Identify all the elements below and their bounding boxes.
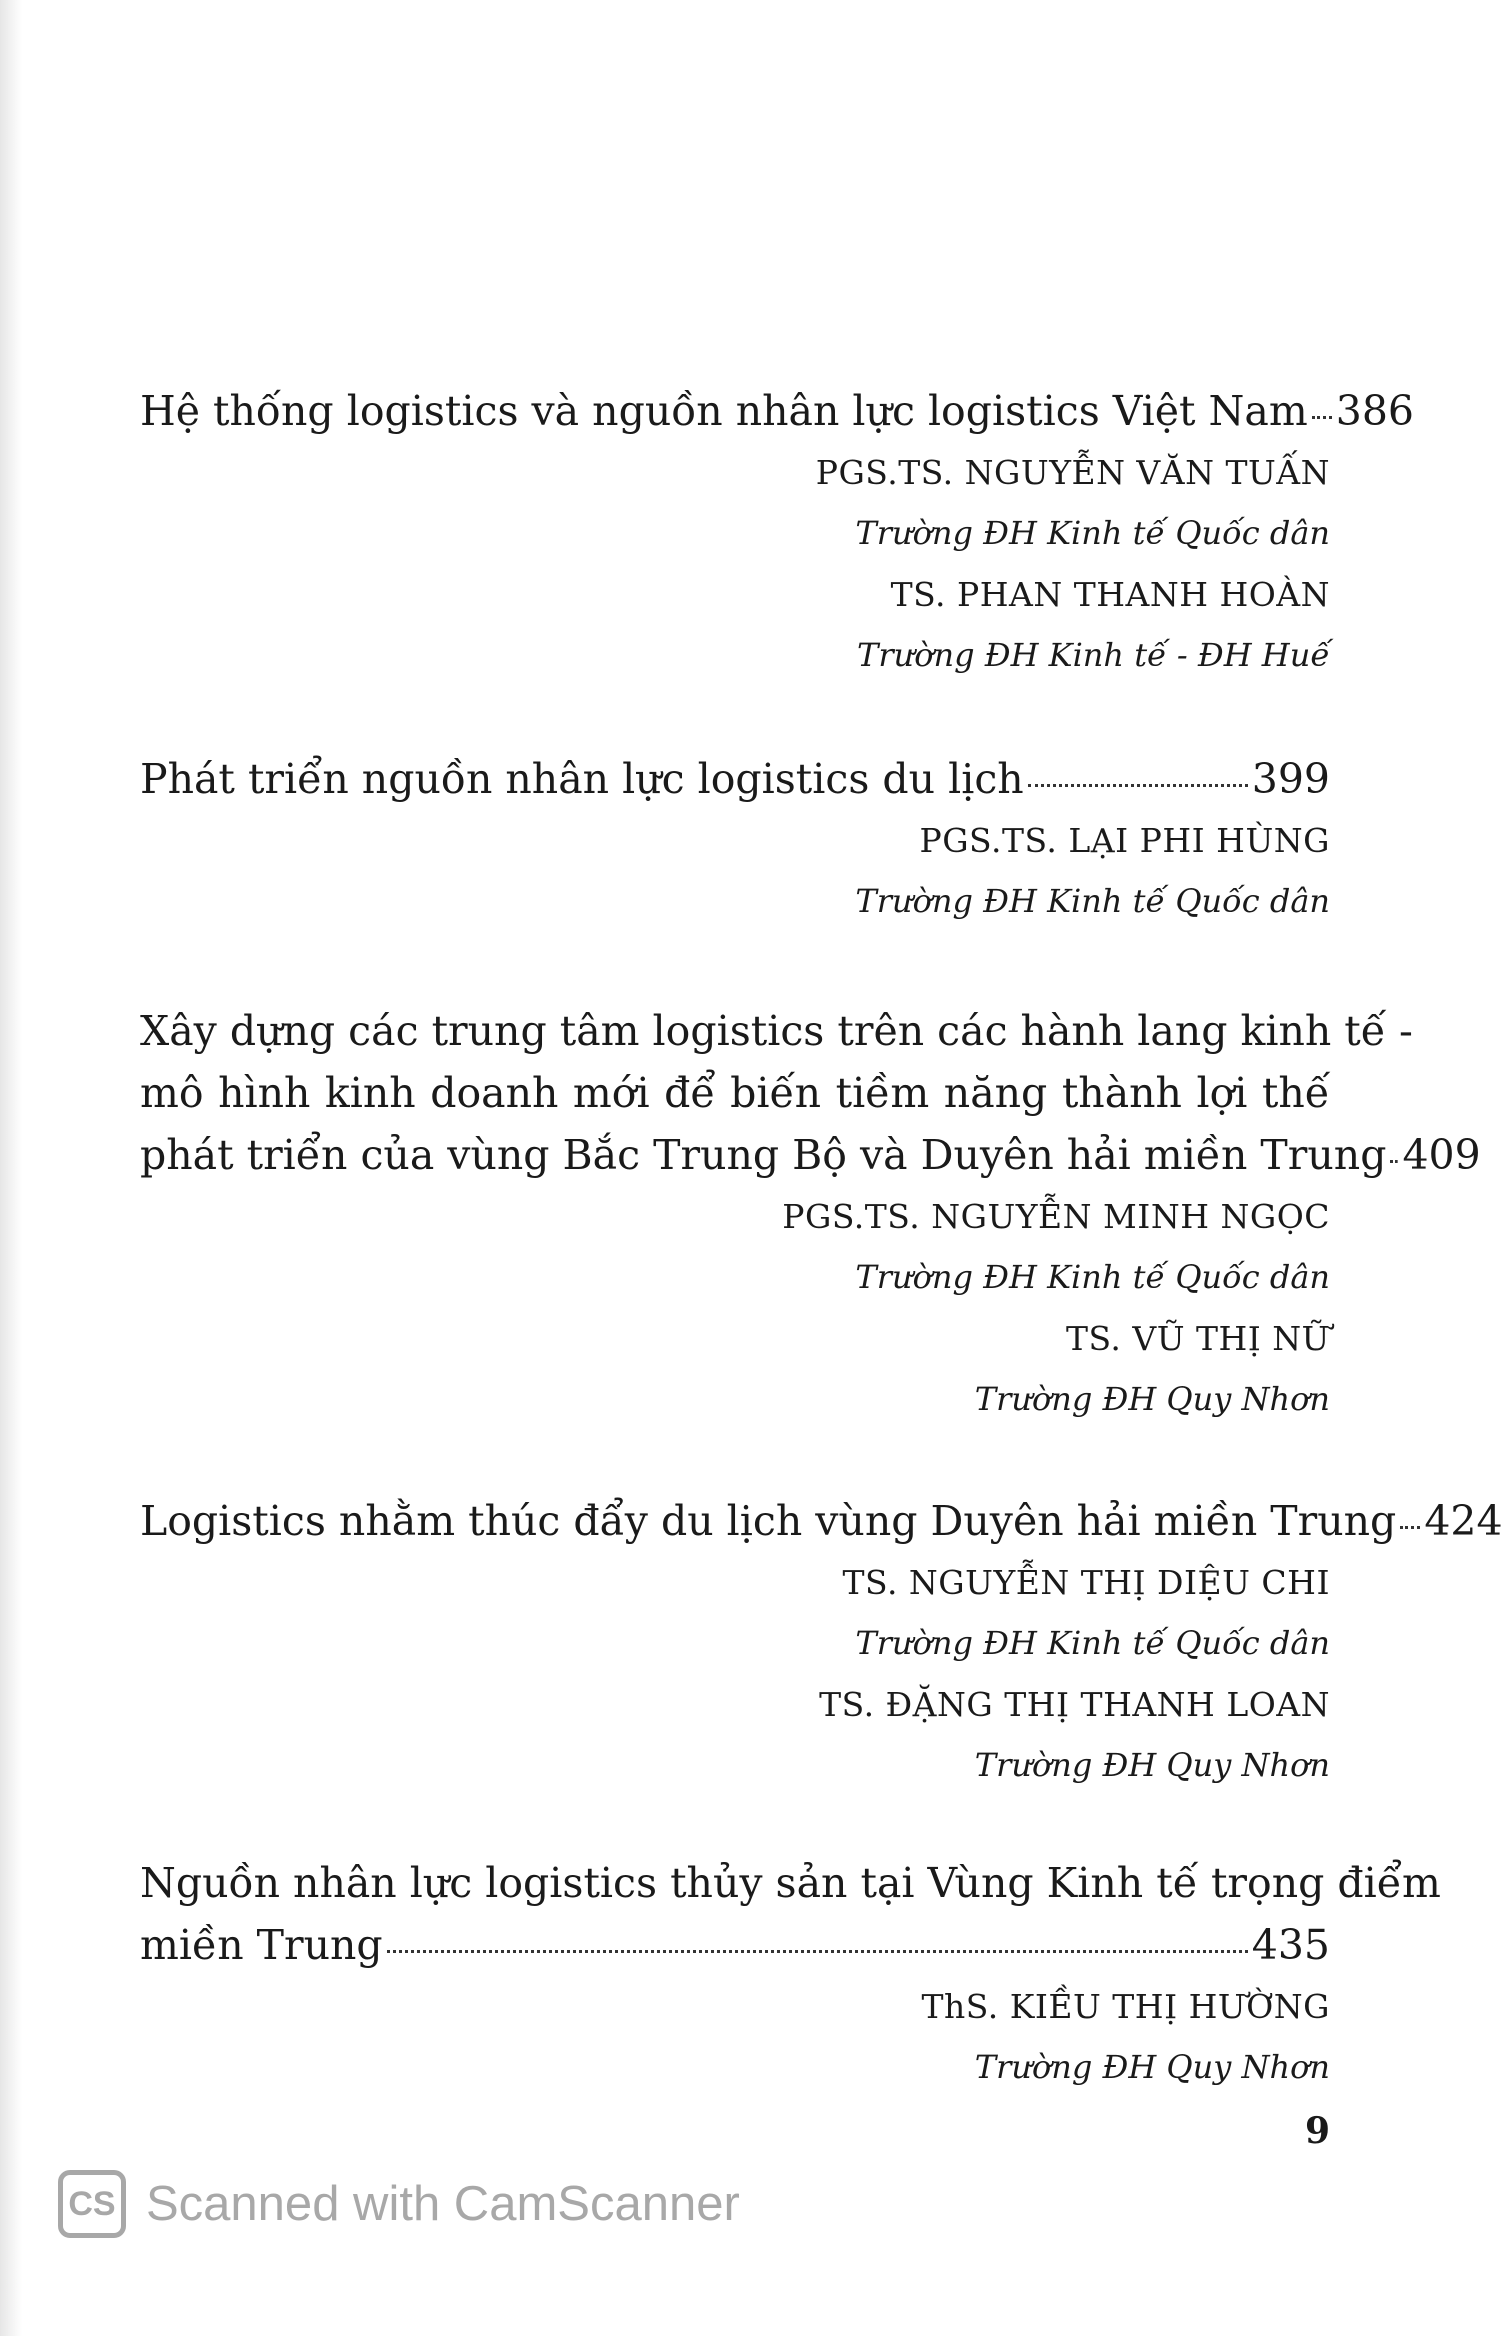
author-affiliation: Trường ĐH Kinh tế Quốc dân bbox=[855, 882, 1330, 920]
camscanner-watermark bbox=[58, 2170, 740, 2238]
author-name: PGS.TS. LẠI PHI HÙNG bbox=[919, 821, 1330, 860]
toc-entry-page: 399 bbox=[1251, 755, 1330, 803]
toc-entry bbox=[140, 1000, 1481, 1430]
dot-leader bbox=[1028, 784, 1248, 787]
toc-entry bbox=[140, 380, 1415, 686]
author-affiliation: Trường ĐH Kinh tế Quốc dân bbox=[855, 514, 1330, 552]
author-affiliation: Trường ĐH Kinh tế Quốc dân bbox=[855, 1624, 1330, 1662]
toc-entry-page: 424 bbox=[1424, 1497, 1503, 1545]
dot-leader bbox=[1312, 416, 1332, 419]
author-name: ThS. KIỀU THỊ HƯỜNG bbox=[921, 1987, 1330, 2026]
author-name: TS. ĐẶNG THỊ THANH LOAN bbox=[819, 1685, 1330, 1724]
toc-entry-title-line: Nguồn nhân lực logistics thủy sản tại Vùng Kinh tế trọng điểm bbox=[140, 1859, 1441, 1907]
toc-entry-title-line: Xây dựng các trung tâm logistics trên các hành lang kinh tế - bbox=[140, 1007, 1413, 1055]
toc-entry-title-line bbox=[140, 1490, 1503, 1552]
toc-entry bbox=[140, 1490, 1503, 1796]
author-affiliation: Trường ĐH Quy Nhơn bbox=[974, 1380, 1330, 1418]
toc-entry-title-line bbox=[140, 380, 1415, 442]
watermark-text: Scanned with CamScanner bbox=[146, 2177, 740, 2231]
dot-leader bbox=[387, 1950, 1248, 1953]
author-affiliation: Trường ĐH Kinh tế Quốc dân bbox=[855, 1258, 1330, 1296]
toc-entry-title-line bbox=[140, 1914, 1330, 1976]
toc-entry-title-line: mô hình kinh doanh mới để biến tiềm năng thành lợi thế bbox=[140, 1069, 1330, 1117]
toc-entry-page: 435 bbox=[1251, 1921, 1330, 1969]
author-name: PGS.TS. NGUYỄN MINH NGỌC bbox=[782, 1197, 1330, 1236]
author-name: TS. NGUYỄN THỊ DIỆU CHI bbox=[842, 1563, 1330, 1602]
toc-entry-title: phát triển của vùng Bắc Trung Bộ và Duyên hải miền Trung bbox=[140, 1131, 1387, 1179]
author-name: TS. VŨ THỊ NỮ bbox=[1065, 1319, 1330, 1358]
toc-entry bbox=[140, 1852, 1441, 2098]
camscanner-logo: CS bbox=[58, 2170, 126, 2238]
toc-entry-title: Logistics nhằm thúc đẩy du lịch vùng Duyên hải miền Trung bbox=[140, 1497, 1397, 1545]
toc-entry-page: 409 bbox=[1402, 1131, 1481, 1179]
toc-entry bbox=[140, 748, 1330, 932]
toc-entry-title: Phát triển nguồn nhân lực logistics du lịch bbox=[140, 755, 1024, 803]
author-affiliation: Trường ĐH Kinh tế - ĐH Huế bbox=[856, 636, 1330, 674]
toc-entry-title: miền Trung bbox=[140, 1921, 383, 1969]
page-edge-shadow bbox=[0, 0, 22, 2336]
toc-entry-page: 386 bbox=[1335, 387, 1415, 435]
author-name: TS. PHAN THANH HOÀN bbox=[890, 575, 1330, 614]
dot-leader bbox=[1400, 1526, 1420, 1529]
toc-entry-title: Hệ thống logistics và nguồn nhân lực logistics Việt Nam bbox=[140, 387, 1308, 435]
author-affiliation: Trường ĐH Quy Nhơn bbox=[974, 1746, 1330, 1784]
page-number: 9 bbox=[1304, 2110, 1330, 2152]
author-affiliation: Trường ĐH Quy Nhơn bbox=[974, 2048, 1330, 2086]
dot-leader bbox=[1390, 1160, 1398, 1163]
author-name: PGS.TS. NGUYỄN VĂN TUẤN bbox=[815, 453, 1330, 492]
toc-entry-title-line bbox=[140, 1124, 1481, 1186]
toc-entry-title-line bbox=[140, 748, 1330, 810]
